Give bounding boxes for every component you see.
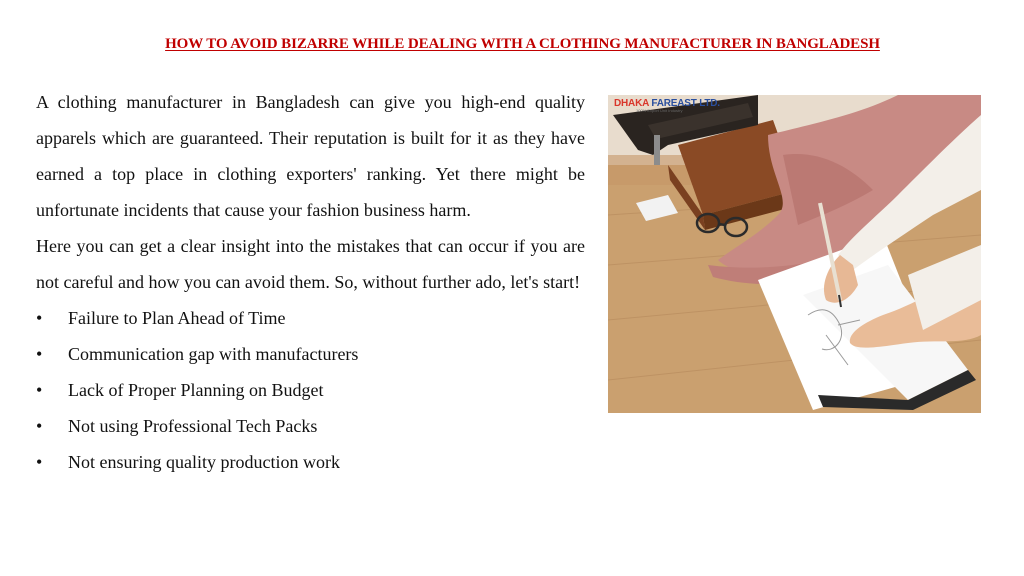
list-item-text: Communication gap with manufacturers: [68, 344, 359, 364]
list-item: [36, 336, 585, 372]
intro-paragraph: A clothing manufacturer in Bangladesh can give you high-end quality apparels which are guaranteed. Their reputation is built for it as they have earned a top place in clothing exporters' ranking. Yet there might be unfortunate incidents that cause your fashion business harm.: [36, 92, 585, 220]
photo-illustration: [608, 95, 981, 413]
tailoring-photo: [608, 95, 981, 413]
insight-paragraph: Here you can get a clear insight into the mistakes that can occur if you are not careful and how you can avoid them. So, without further ado, let's start!: [36, 236, 585, 292]
slide-title: HOW TO AVOID BIZARRE WHILE DEALING WITH A CLOTHING MANUFACTURER IN BANGLADESH: [165, 36, 880, 52]
list-item: [36, 300, 585, 336]
company-logo: DHAKA FAREAST LTD. 100% Export Unit Industry: [614, 98, 720, 113]
bullet-icon: •: [36, 452, 43, 472]
bullet-icon: •: [36, 380, 43, 400]
mistakes-list: [36, 300, 585, 480]
bullet-icon: •: [36, 344, 43, 364]
list-item: [36, 408, 585, 444]
bullet-icon: •: [36, 416, 43, 436]
list-item-text: Failure to Plan Ahead of Time: [68, 308, 286, 328]
body-text: [36, 84, 585, 480]
list-item-text: Not ensuring quality production work: [68, 452, 340, 472]
list-item-text: Not using Professional Tech Packs: [68, 416, 318, 436]
bullet-icon: •: [36, 308, 43, 328]
list-item-text: Lack of Proper Planning on Budget: [68, 380, 324, 400]
list-item: [36, 444, 585, 480]
list-item: [36, 372, 585, 408]
